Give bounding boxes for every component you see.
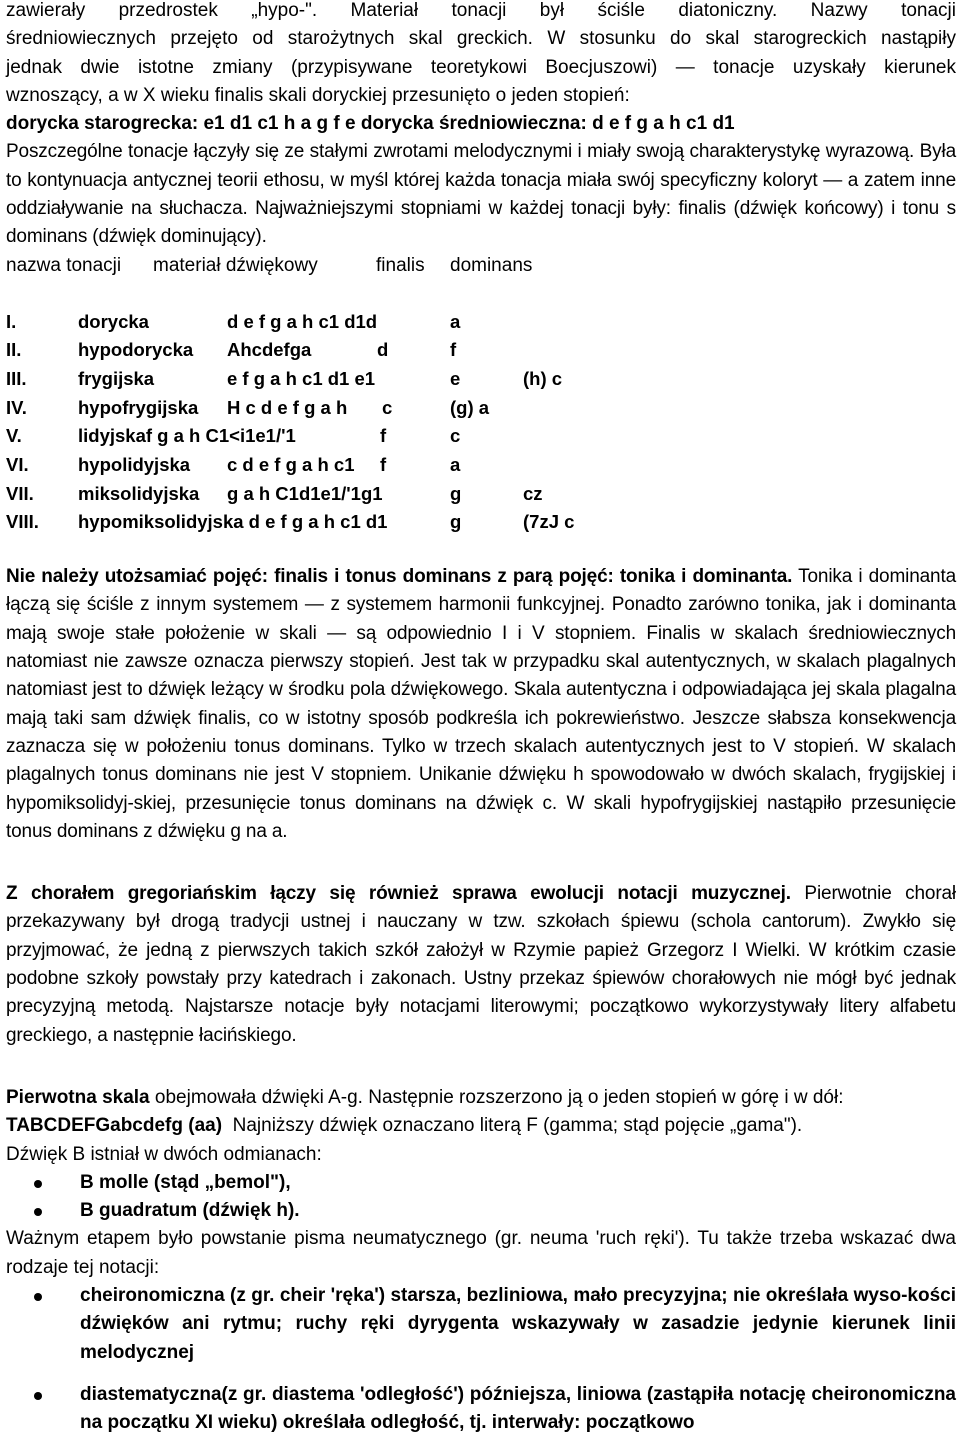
list-item: [6, 1282, 956, 1367]
scale-line-2-body: Najniższy dźwięk oznaczano literą F (gamma; stąd pojęcie „gama").: [222, 1115, 803, 1137]
mode-row: [6, 480, 956, 509]
mode-finalis: a: [450, 310, 461, 332]
mode-number: VII.: [6, 482, 34, 504]
mode-dominans: a: [450, 454, 461, 476]
mode-number: II.: [6, 339, 22, 361]
notation-paragraph-lead: Z chorałem gregoriańskim łączy się również sprawa ewolucji notacji muzycznej.: [6, 883, 791, 905]
notation-paragraph-body: Pierwotnie chorał przekazywany był drogą tradycji ustnej i nauczany w tzw. szkołach śpiewu (schola cantorum). Zwykło się przyjmować, że jedną z pierwszych takich szkół założył w Rzymie papież Grzegorz I Wielki. W krótkim czasie podobne szkoły powstały przy katedrach i zakonach. Ustny przekaz śpiewów chorałowych nie mógł być jednak precyzyjną metodą. Najstarsze notacje były notacjami literowymi; początkowo wykorzystywały litery alfabetu greckiego, a następnie łacińskiego.: [6, 883, 956, 1046]
list-item-text: diastematyczna(z gr. diastema 'odległość') późniejsza, liniowa (zastąpiła notację cheironomiczna na początku XI wieku) określała odległość, tj. interwały: początkowo: [80, 1383, 956, 1434]
mode-number: VI.: [6, 454, 29, 476]
notation-paragraph: [6, 880, 956, 1050]
mode-name: hypodorycka: [78, 339, 194, 361]
intro-line-3: jednak dwie istotne zmiany (przypisywane teoretykowi Boecjuszowi) — tonacje uzyskały kierunek: [6, 56, 956, 78]
scale-lead: Pierwotna skala: [6, 1086, 150, 1108]
mode-material: g a h C1d1e1/'1g1: [227, 482, 383, 504]
mode-material: c d e f g a h c1: [227, 454, 355, 476]
scale-letters: TABCDEFGabcdefg (aa): [6, 1115, 223, 1137]
mode-material: e f g a h c1 d1 e1: [227, 368, 376, 390]
mode-row: [6, 394, 956, 423]
mode-dominans: (h) c: [523, 368, 563, 390]
mode-name: lidyjskaf g a h C1<i1e1/'1: [78, 425, 296, 447]
neume-paragraph: Ważnym etapem było powstanie pisma neumatycznego (gr. neuma 'ruch ręki'). Tu także trzeba wskazać dwa rodzaje tej notacji:: [6, 1228, 956, 1278]
header-material: materiał dźwiękowy: [153, 254, 318, 276]
intro-line-2: średniowiecznych przejęto od starożytnych skal greckich. W stosunku do skal starogreckich nastąpiły: [6, 28, 956, 50]
mode-dominans: (g) a: [450, 396, 490, 418]
scale-section: [6, 1084, 956, 1225]
mode-finalis: g: [450, 482, 462, 504]
intro-line-1: zawierały przedrostek „hypo-". Materiał tonacji był ściśle diatoniczny. Nazwy tonacji: [6, 0, 956, 21]
list-item: [6, 1197, 956, 1225]
mode-name: hypolidyjska: [78, 454, 191, 476]
character-paragraph: Poszczególne tonacje łączyły się ze stałymi zwrotami melodycznymi i miały swoją charakterystykę wyrazową. Była to kontynuacja antycznej teorii ethosu, w myśl której każda tonacja miała swój specyficzny koloryt — a zatem inne oddziaływanie na słuchacza. Najważniejszymi stopniami w każdej tonacji były: finalis (dźwięk końcowy) i tonu s dominans (dźwięk dominujący).: [6, 141, 956, 248]
document-page: [6, 0, 956, 1437]
mode-name: hypofrygijska: [78, 396, 199, 418]
modes-table: [6, 308, 956, 538]
intro-section: [6, 0, 956, 138]
header-dominans: dominans: [450, 254, 533, 276]
mode-material: H c d e f g a h: [227, 396, 348, 418]
mode-row: [6, 365, 956, 394]
scale-line-3: Dźwięk B istniał w dwóch odmianach:: [6, 1143, 322, 1165]
mode-finalis: f: [380, 454, 387, 476]
bullet-icon: [34, 1392, 42, 1400]
bullet-icon: [34, 1208, 42, 1216]
b-variants-list: [6, 1169, 956, 1226]
neume-types-list: [6, 1282, 956, 1437]
scale-line-1: [6, 1084, 956, 1112]
mode-number: IV.: [6, 396, 27, 418]
header-finalis: finalis: [376, 254, 425, 276]
mode-name: dorycka: [78, 310, 149, 332]
mode-dominans: cz: [523, 482, 543, 504]
mode-finalis: g: [450, 511, 462, 533]
mode-row: [6, 508, 956, 537]
list-item-text: B molle (stąd „bemol"),: [80, 1171, 291, 1193]
mode-row: [6, 308, 956, 337]
list-item: [6, 1169, 956, 1197]
bullet-icon: [34, 1180, 42, 1188]
tonic-paragraph-body: Tonika i dominanta łączą się ściśle z innym systemem — z systemem harmonii funkcyjnej. Ponadto zarówno tonika, jak i dominanta mają swoje stałe położenie w skali — są odpowiednio I i V stopniem. Finalis w skalach średniowiecznych natomiast nie zawsze oznacza pierwszy stopień. Jest tak w przypadku skal autentycznych, w skalach plagalnych natomiast jest to dźwięk leżący w środku pola dźwiękowego. Skala autentyczna i odpowiadająca jej skala plagalna mają taki sam dźwięk finalis, co w istotny sposób podkreśla ich pokrewieństwo. Jeszcze słabsza konsekwencja zaznacza się w położeniu tonus dominans. Tylko w trzech skalach autentycznych jest to V stopień. W skalach plagalnych tonus dominans nie jest V stopniem. Unikanie dźwięku h spowodowało w dwóch skalach, frygijskiej i hypomiksolidyj-skiej, przesunięcie tonus dominans na dźwięk c. W skali hypofrygijskiej nastąpiło przesunięcie tonus dominans z dźwięku g na a.: [6, 566, 957, 842]
mode-finalis: c: [382, 396, 393, 418]
mode-dominans: (7zJ c: [523, 511, 575, 533]
mode-number: V.: [6, 425, 22, 447]
mode-row: [6, 336, 956, 365]
mode-dominans: c: [450, 425, 461, 447]
mode-number: III.: [6, 368, 27, 390]
mode-dominans: f: [450, 339, 457, 361]
scale-line-1-body: obejmowała dźwięki A-g. Następnie rozszerzono ją o jeden stopień w górę i w dół:: [149, 1086, 844, 1108]
mode-name: miksolidyjska: [78, 482, 200, 504]
mode-number: VIII.: [6, 511, 39, 533]
bullet-icon: [34, 1293, 42, 1301]
mode-name: hypomiksolidyjska d e f g a h c1 d1: [78, 511, 388, 533]
tonic-paragraph: [6, 563, 956, 846]
mode-row: [6, 451, 956, 480]
list-item-text: B guadratum (dźwięk h).: [80, 1200, 300, 1222]
mode-name: frygijska: [78, 368, 155, 390]
mode-number: I.: [6, 310, 17, 332]
mode-finalis: e: [450, 368, 461, 390]
header-name: nazwa tonacji: [6, 254, 122, 276]
scale-line-2: [6, 1112, 956, 1140]
mode-material: d e f g a h c1 d1d: [227, 310, 378, 332]
tonic-paragraph-lead: Nie należy utożsamiać pojęć: finalis i tonus dominans z parą pojęć: tonika i dominanta.: [6, 566, 793, 588]
modes-table-header: [6, 252, 956, 280]
list-item-text: cheironomiczna (z gr. cheir 'ręka') starsza, bezliniowa, mało precyzyjna; nie określała wyso-kości dźwięków ani rytmu; ruchy ręki dyrygenta wskazywały w zasadzie jedynie kierunek linii melodycznej: [80, 1285, 956, 1363]
mode-finalis: d: [377, 339, 389, 361]
mode-finalis: f: [380, 425, 387, 447]
dorian-comparison: dorycka starogrecka: e1 d1 c1 h a g f e dorycka średniowieczna: d e f g a h c1 d1: [6, 113, 735, 135]
intro-line-4: wznoszący, a w X wieku finalis skali doryckiej przesunięto o jeden stopień:: [6, 84, 630, 106]
mode-row: [6, 422, 956, 451]
list-item: [6, 1381, 956, 1438]
mode-material: Ahcdefga: [227, 339, 312, 361]
